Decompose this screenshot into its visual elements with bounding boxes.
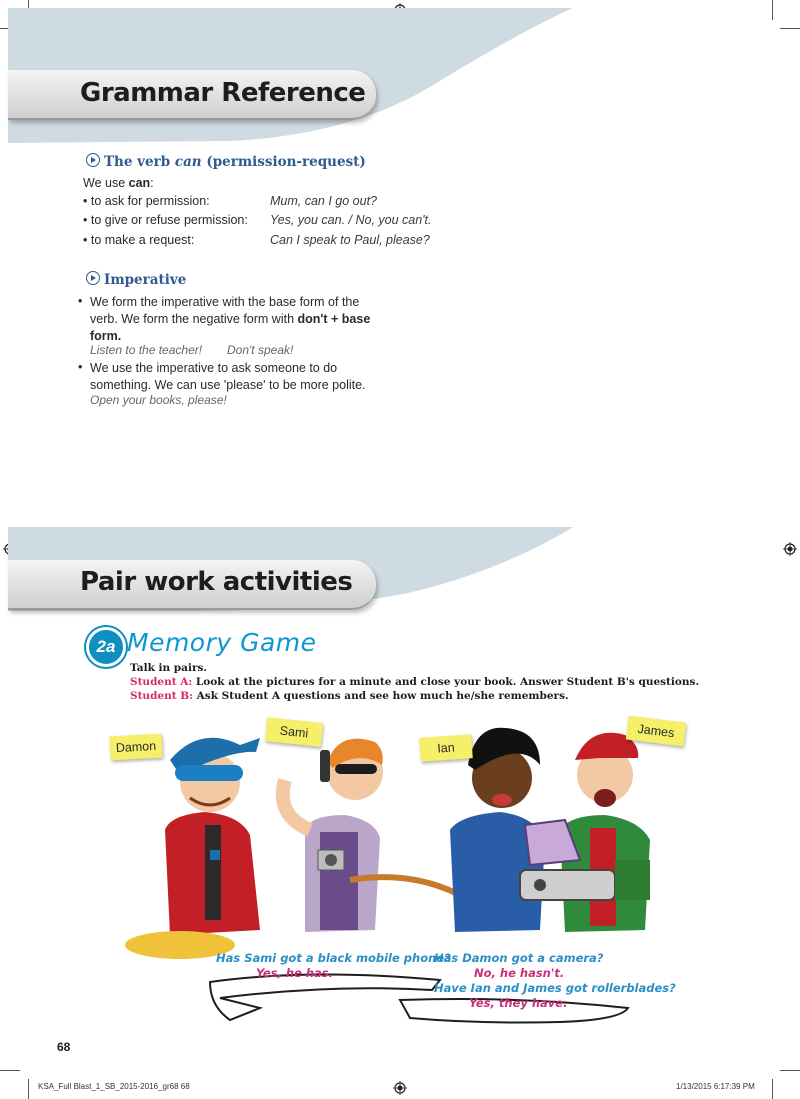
- grammar-title: Grammar Reference: [80, 78, 366, 108]
- page-number: 68: [57, 1040, 71, 1054]
- pairwork-title: Pair work activities: [80, 567, 353, 597]
- answer-right-2: Yes, they have.: [469, 996, 568, 1010]
- student-b-instruction: Student B: Ask Student A questions and see how much he/she remembers.: [130, 690, 569, 702]
- imperative-rule-1: We form the imperative with the base form of the verb. We form the negative form with don't + base form.: [90, 295, 371, 343]
- activity-badge: 2a: [86, 627, 126, 667]
- verb-can-intro: We use can:: [83, 176, 154, 190]
- imperative-heading: Imperative: [86, 271, 186, 288]
- crop-mark: [0, 1070, 20, 1071]
- james-figure: [560, 733, 650, 932]
- imperative-example-1a: Listen to the teacher!: [90, 343, 203, 357]
- verb-can-example-1: Mum, can I go out?: [270, 194, 378, 208]
- answer-right-1: No, he hasn't.: [474, 966, 565, 980]
- crop-mark: [772, 1079, 773, 1099]
- verb-can-example-3: Can I speak to Paul, please?: [270, 233, 430, 247]
- name-note-james: James: [626, 716, 686, 747]
- verb-can-use-1: • to ask for permission:: [83, 194, 210, 208]
- kids-illustration: [110, 720, 670, 960]
- registration-mark-icon: [783, 542, 797, 556]
- imperative-rule-2: We use the imperative to ask someone to do something. We can use 'please' to be more polite.: [90, 361, 366, 392]
- bullet: •: [78, 294, 83, 308]
- damon-figure: [125, 738, 260, 959]
- question-left: Has Sami got a black mobile phone?: [216, 951, 451, 965]
- footer-file: KSA_Full Blast_1_SB_2015-2016_gr68 68: [38, 1082, 190, 1091]
- sami-figure: [283, 739, 460, 932]
- verb-can-use-2: • to give or refuse permission:: [83, 213, 248, 227]
- answer-left: Yes, he has.: [256, 966, 334, 980]
- imperative-example-1b: Don't speak!: [227, 343, 294, 357]
- verb-can-example-2: Yes, you can. / No, you can't.: [270, 213, 432, 227]
- footer-timestamp: 1/13/2015 6:17:39 PM: [676, 1082, 755, 1091]
- crop-mark: [28, 1079, 29, 1099]
- play-arrow-icon: [86, 153, 100, 167]
- name-note-damon: Damon: [109, 734, 162, 761]
- question-right-1: Has Damon got a camera?: [434, 951, 604, 965]
- crop-mark: [772, 0, 773, 20]
- crop-mark: [780, 1070, 800, 1071]
- name-note-ian: Ian: [419, 734, 473, 762]
- name-note-sami: Sami: [265, 717, 323, 747]
- verb-can-use-3: • to make a request:: [83, 233, 195, 247]
- crop-mark: [780, 28, 800, 29]
- registration-mark-icon: [393, 1081, 407, 1095]
- student-a-instruction: Student A: Look at the pictures for a minute and close your book. Answer Student B's questions.: [130, 676, 700, 688]
- question-right-2: Have Ian and James got rollerblades?: [434, 981, 676, 995]
- instruction: Talk in pairs.: [130, 662, 208, 674]
- play-arrow-icon: [86, 271, 100, 285]
- imperative-example-2: Open your books, please!: [90, 393, 227, 407]
- verb-can-heading: The verb can (permission-request): [86, 153, 366, 170]
- activity-title: Memory Game: [127, 628, 317, 657]
- bullet: •: [78, 360, 83, 374]
